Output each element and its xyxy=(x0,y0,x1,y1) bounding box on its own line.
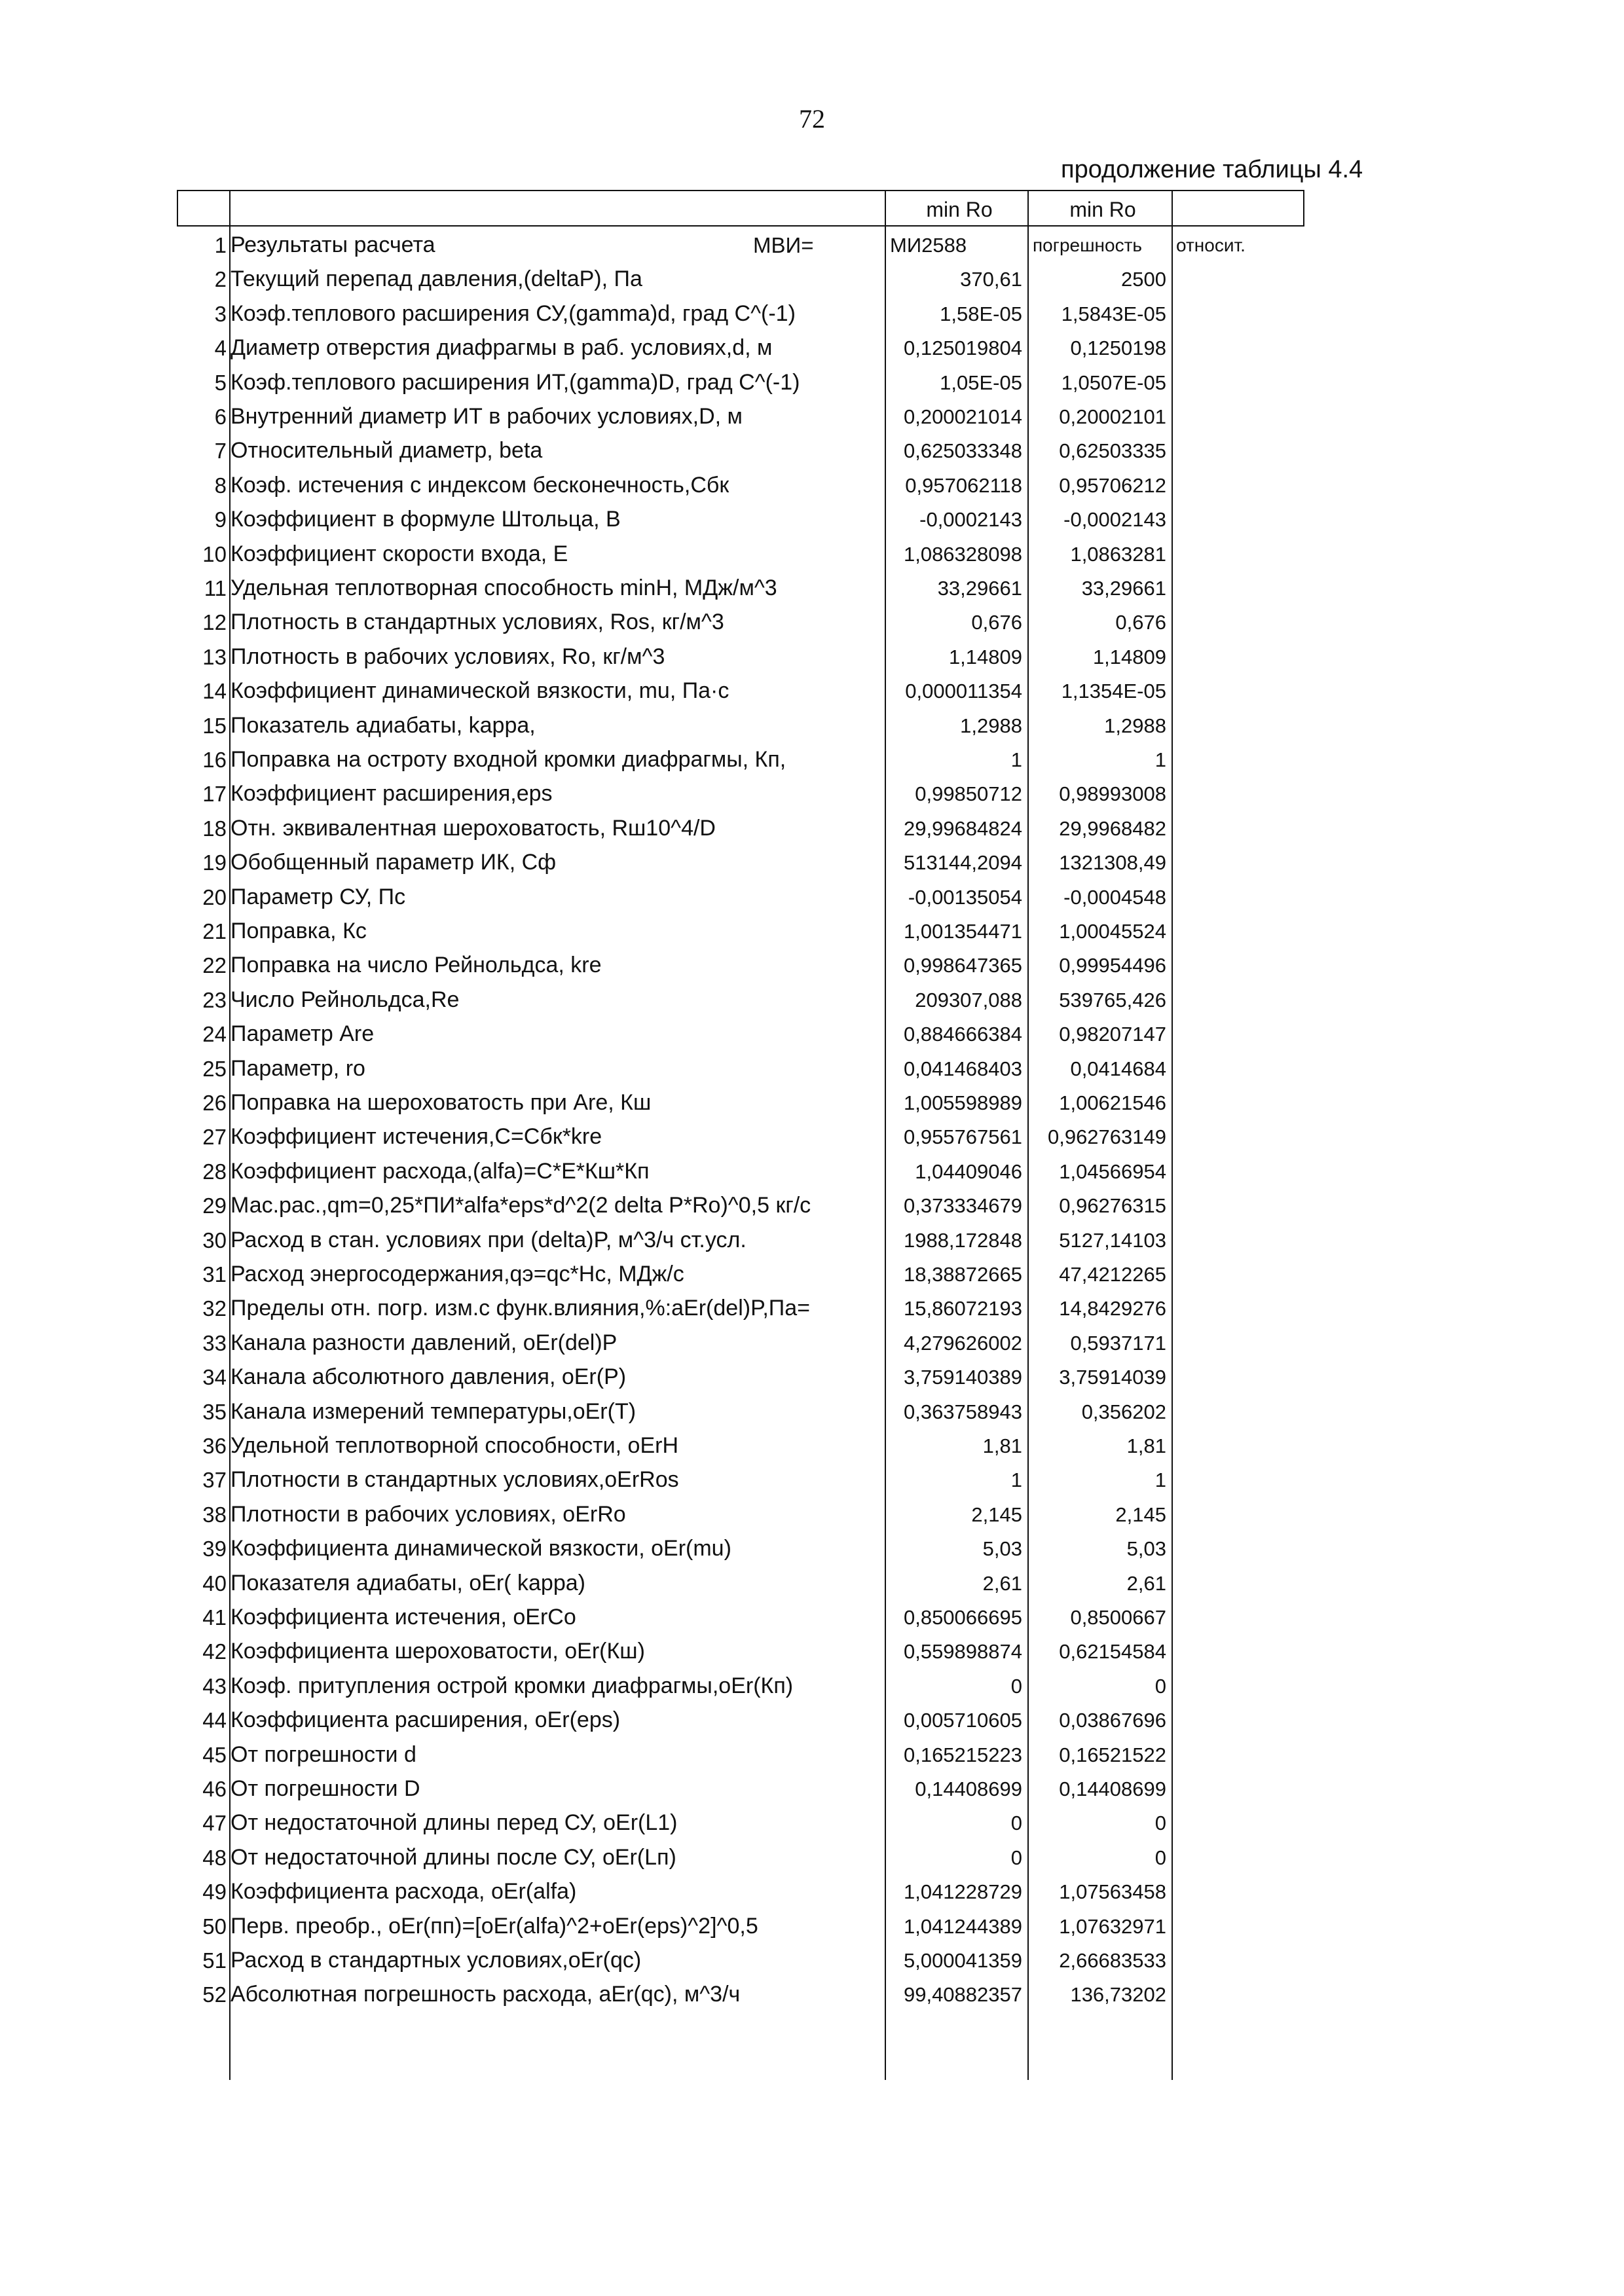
value-min-ro-2: 0,962763149 xyxy=(1047,1125,1166,1149)
value-min-ro-2: 29,9968482 xyxy=(1059,816,1166,840)
row-number: 18 xyxy=(202,816,227,841)
row-label: Пределы отн. погр. изм.с функ.влияния,%:aEr(del)P,Па= xyxy=(231,1296,811,1321)
value-min-ro-2: 5127,14103 xyxy=(1059,1228,1166,1252)
value-min-ro-1: 1,2988 xyxy=(960,714,1022,737)
row-number: 1 xyxy=(214,233,227,257)
value-min-ro-2: 0 xyxy=(1154,1812,1166,1835)
table-row xyxy=(177,948,1173,983)
row-number: 46 xyxy=(202,1777,227,1801)
table-row xyxy=(177,776,1173,811)
row-number: 43 xyxy=(202,1673,227,1698)
row-number: 3 xyxy=(214,301,227,326)
row-label: Коэф. притупления острой кромки диафрагмы,oEr(Кп) xyxy=(231,1673,794,1698)
row-number: 31 xyxy=(202,1262,227,1286)
row-label: Коэф.теплового расширения ИТ,(gamma)D, град С^(-1) xyxy=(231,369,800,395)
row-label: Диаметр отверстия диафрагмы в раб. условиях,d, м xyxy=(231,335,773,361)
row-number: 29 xyxy=(202,1194,227,1218)
row-label: Коэф.теплового расширения СУ,(gamma)d, град С^(-1) xyxy=(231,301,796,326)
table-row xyxy=(177,983,1173,1017)
row-label: Расход в стандартных условиях,oEr(qc) xyxy=(231,1948,642,1973)
row-label: Коэффициент расхода,(alfa)=С*Е*Кш*Кп xyxy=(231,1158,650,1184)
value-min-ro-2: 5,03 xyxy=(1126,1537,1166,1561)
table-row xyxy=(177,571,1173,606)
table-row xyxy=(177,262,1173,297)
row-number: 8 xyxy=(214,473,227,498)
row-label: От погрешности d xyxy=(231,1741,416,1767)
header-min-ro-1: min Ro xyxy=(926,198,993,221)
value-min-ro-1: 1,05E-05 xyxy=(940,371,1022,394)
table-row xyxy=(177,1394,1173,1429)
value-min-ro-1: 1,14809 xyxy=(948,645,1022,668)
row-number: 2 xyxy=(214,267,227,292)
row-number: 5 xyxy=(214,370,227,395)
value-min-ro-1: 5,03 xyxy=(982,1537,1022,1561)
value-min-ro-2: 0,0414684 xyxy=(1070,1057,1166,1080)
value-min-ro-2: 1321308,49 xyxy=(1059,851,1166,875)
value-min-ro-1: 209307,088 xyxy=(915,988,1022,1011)
table-row xyxy=(177,1806,1173,1840)
table-row xyxy=(177,1291,1173,1326)
table-row xyxy=(177,811,1173,846)
table-row xyxy=(177,1188,1173,1223)
row-number: 17 xyxy=(202,782,227,807)
row-label: Плотности в стандартных условиях,oErRos xyxy=(231,1467,679,1493)
row-label: Коэффициента расхода, oEr(alfa) xyxy=(231,1879,577,1904)
value-min-ro-2: 0,03867696 xyxy=(1059,1709,1166,1732)
row-label: Коэффициента расширения, oEr(eps) xyxy=(231,1707,621,1733)
table-row xyxy=(177,708,1173,743)
value-min-ro-2: 539765,426 xyxy=(1059,988,1166,1011)
value-min-ro-2: 0,98207147 xyxy=(1059,1023,1166,1046)
row-label: Канала разности давлений, oEr(del)P xyxy=(231,1330,618,1355)
value-min-ro-1: 1,81 xyxy=(982,1434,1022,1457)
row-label: Удельной теплотворной способности, oErH xyxy=(231,1433,679,1458)
row-number: 52 xyxy=(202,1982,227,2007)
value-min-ro-2: 1,00045524 xyxy=(1059,920,1166,943)
row-label: Параметр, ro xyxy=(231,1055,365,1081)
row-label: Коэффициент в формуле Штольца, В xyxy=(231,507,621,532)
value-min-ro-2: 1,2988 xyxy=(1104,714,1166,737)
row-label: Удельная теплотворная способность minH, МДж/м^3 xyxy=(231,575,777,600)
table-row xyxy=(177,1531,1173,1566)
table-row xyxy=(177,399,1173,434)
value-min-ro-1: 29,99684824 xyxy=(903,816,1022,840)
row-label: Параметр СУ, Пс xyxy=(231,884,406,909)
method-label: МВИ= xyxy=(753,233,814,257)
table-row xyxy=(177,331,1173,365)
row-number: 10 xyxy=(202,541,227,566)
row-number: 26 xyxy=(202,1091,227,1115)
table-row xyxy=(177,1943,1173,1978)
table-row xyxy=(177,1326,1173,1360)
table-row xyxy=(177,297,1173,331)
row-number: 49 xyxy=(202,1880,227,1904)
value-min-ro-1: 0,998647365 xyxy=(903,954,1022,977)
row-label: Коэффициента истечения, oErCo xyxy=(231,1605,576,1630)
row-number: 42 xyxy=(202,1639,227,1664)
table-continuation-caption: продолжение таблицы 4.4 xyxy=(1061,156,1363,183)
value-min-ro-2: 0,98993008 xyxy=(1059,782,1166,806)
row-label: От недостаточной длины перед СУ, oEr(L1) xyxy=(231,1810,678,1836)
table-row xyxy=(177,1120,1173,1154)
table-row xyxy=(177,365,1173,400)
value-min-ro-1: 0,850066695 xyxy=(903,1606,1022,1629)
value-min-ro-1: 0,955767561 xyxy=(903,1125,1022,1149)
value-min-ro-1: 0,884666384 xyxy=(903,1023,1022,1046)
value-min-ro-2: 1,04566954 xyxy=(1059,1159,1166,1183)
value-min-ro-2: 0,8500667 xyxy=(1070,1606,1166,1629)
value-min-ro-2: 136,73202 xyxy=(1070,1983,1166,2007)
value-min-ro-1: 1,086328098 xyxy=(903,542,1022,566)
row-number: 28 xyxy=(202,1159,227,1184)
value-min-ro-1: 99,40882357 xyxy=(903,1983,1022,2007)
value-min-ro-2: 1,07632971 xyxy=(1059,1914,1166,1938)
value-min-ro-2: 1 xyxy=(1154,748,1166,771)
value-min-ro-1: 2,145 xyxy=(971,1503,1022,1526)
value-min-ro-2: 33,29661 xyxy=(1081,577,1166,600)
value-min-ro-1: -0,0002143 xyxy=(919,508,1022,532)
table-row xyxy=(177,1840,1173,1875)
value-min-ro-1: 4,279626002 xyxy=(903,1331,1022,1355)
value-min-ro-1: 1,58E-05 xyxy=(940,302,1022,325)
row-label: Параметр Are xyxy=(231,1021,375,1047)
row-label: Перв. преобр., oEr(пп)=[oEr(alfa)^2+oEr(eps)^2]^0,5 xyxy=(231,1913,758,1939)
value-min-ro-1: 0,373334679 xyxy=(903,1194,1022,1218)
row-label: Коэффициент расширения,eps xyxy=(231,781,553,807)
value-min-ro-2: 0,96276315 xyxy=(1059,1194,1166,1218)
row-label: Абсолютная погрешность расхода, aEr(qc), м^3/ч xyxy=(231,1982,741,2007)
value-min-ro-2: 1,00621546 xyxy=(1059,1091,1166,1114)
row-label: Обобщенный параметр ИК, Сф xyxy=(231,850,557,875)
header-min-ro-2: min Ro xyxy=(1069,198,1136,221)
value-min-ro-2: погрешность xyxy=(1033,235,1143,255)
row-number: 19 xyxy=(202,850,227,875)
row-label: От погрешности D xyxy=(231,1776,420,1801)
value-min-ro-1: 0,000011354 xyxy=(905,680,1022,703)
row-number: 34 xyxy=(202,1365,227,1390)
value-min-ro-1: 513144,2094 xyxy=(903,851,1022,875)
value-min-ro-2: 1,0507E-05 xyxy=(1061,371,1166,394)
value-min-ro-1: 1,001354471 xyxy=(903,920,1022,943)
row-label: Коэффициента динамической вязкости, oEr(mu) xyxy=(231,1536,731,1561)
table-row xyxy=(177,1223,1173,1258)
value-min-ro-2: 1,5843E-05 xyxy=(1061,302,1166,325)
table-row xyxy=(177,845,1173,880)
table-row xyxy=(177,433,1173,468)
value-min-ro-2: 0,16521522 xyxy=(1059,1743,1166,1766)
table-row xyxy=(177,1497,1173,1532)
table-header-row xyxy=(177,190,1304,227)
value-min-ro-2: 0 xyxy=(1154,1674,1166,1698)
value-min-ro-1: 33,29661 xyxy=(937,577,1022,600)
value-min-ro-2: 3,75914039 xyxy=(1059,1366,1166,1389)
value-min-ro-1: -0,00135054 xyxy=(908,885,1022,909)
table-row xyxy=(177,1977,1173,2012)
row-number: 6 xyxy=(214,405,227,429)
value-min-ro-2: 0,356202 xyxy=(1081,1400,1166,1423)
value-min-ro-1: 18,38872665 xyxy=(903,1263,1022,1286)
row-label: Плотность в стандартных условиях, Ros, кг/м^3 xyxy=(231,610,724,635)
row-label: Коэффициент динамической вязкости, mu, Па·с xyxy=(231,678,729,704)
value-min-ro-2: 2,61 xyxy=(1126,1571,1166,1595)
table-row xyxy=(177,640,1173,674)
row-number: 45 xyxy=(202,1742,227,1767)
value-min-ro-2: 0,99954496 xyxy=(1059,954,1166,977)
row-label: Плотности в рабочих условиях, oErRo xyxy=(231,1501,626,1527)
value-min-ro-2: -0,0002143 xyxy=(1063,508,1166,532)
row-number: 36 xyxy=(202,1434,227,1458)
page-number: 72 xyxy=(799,104,825,134)
row-label: Относительный диаметр, beta xyxy=(231,438,543,464)
table-row xyxy=(177,605,1173,640)
row-label: Плотность в рабочих условиях, Ro, кг/м^3 xyxy=(231,644,665,669)
row-label: Текущий перепад давления,(deltaP), Па xyxy=(231,266,642,292)
table-row xyxy=(177,1429,1173,1463)
table-row xyxy=(177,1909,1173,1944)
value-min-ro-1: 1,04409046 xyxy=(915,1159,1022,1183)
table-row xyxy=(177,1463,1173,1497)
value-min-ro-1: 0 xyxy=(1010,1812,1022,1835)
row-number: 24 xyxy=(202,1022,227,1047)
table-row xyxy=(177,1051,1173,1086)
row-label: Коэффициента шероховатости, oEr(Кш) xyxy=(231,1639,645,1664)
value-min-ro-2: 0,20002101 xyxy=(1059,405,1166,428)
value-min-ro-2: 0 xyxy=(1154,1846,1166,1869)
value-min-ro-1: 0,165215223 xyxy=(903,1743,1022,1766)
results-table xyxy=(177,190,1304,2080)
row-number: 32 xyxy=(202,1296,227,1321)
table-row xyxy=(177,914,1173,949)
value-min-ro-2: 2,66683533 xyxy=(1059,1949,1166,1972)
row-number: 44 xyxy=(202,1708,227,1733)
value-min-ro-2: 47,4212265 xyxy=(1059,1263,1166,1286)
value-min-ro-2: 1,81 xyxy=(1126,1434,1166,1457)
row-number: 27 xyxy=(202,1125,227,1150)
row-label: Внутренний диаметр ИТ в рабочих условиях,D, м xyxy=(231,404,743,429)
value-min-ro-2: 1,1354E-05 xyxy=(1061,680,1166,703)
row-number: 47 xyxy=(202,1811,227,1836)
value-min-ro-1: 1,041244389 xyxy=(903,1914,1022,1938)
row-number: 41 xyxy=(202,1605,227,1630)
value-min-ro-2: 1,07563458 xyxy=(1059,1880,1166,1904)
table-row xyxy=(177,1017,1173,1051)
row-number: 4 xyxy=(214,336,227,361)
value-min-ro-2: 0,95706212 xyxy=(1059,473,1166,497)
value-min-ro-1: 1 xyxy=(1010,1468,1022,1492)
row-number: 16 xyxy=(202,748,227,772)
table-row xyxy=(177,1669,1173,1704)
row-label: От недостаточной длины после СУ, oEr(Lп) xyxy=(231,1844,676,1870)
value-min-ro-2: 2500 xyxy=(1121,268,1166,291)
value-min-ro-2: 0,676 xyxy=(1115,611,1166,634)
value-min-ro-1: 0,676 xyxy=(971,611,1022,634)
value-min-ro-1: 1,005598989 xyxy=(903,1091,1022,1114)
row-label: Показатель адиабаты, kappa, xyxy=(231,712,536,738)
table-row xyxy=(177,502,1173,537)
row-label: Показателя адиабаты, oEr( kappa) xyxy=(231,1570,585,1595)
row-label: Поправка на шероховатость при Are, Кш xyxy=(231,1090,652,1115)
value-min-ro-1: 0,125019804 xyxy=(903,337,1022,360)
value-min-ro-1: 0,625033348 xyxy=(903,439,1022,463)
value-min-ro-1: 2,61 xyxy=(982,1571,1022,1595)
row-number: 51 xyxy=(202,1948,227,1973)
row-label: Отн. эквивалентная шероховатость, Rш10^4/D xyxy=(231,815,716,841)
value-min-ro-1: 1 xyxy=(1010,748,1022,771)
value-min-ro-2: 1,0863281 xyxy=(1070,542,1166,566)
table-row xyxy=(177,468,1173,503)
table-row xyxy=(177,1634,1173,1669)
value-min-ro-1: 0,559898874 xyxy=(903,1640,1022,1664)
value-min-ro-1: 0,363758943 xyxy=(903,1400,1022,1423)
row-number: 15 xyxy=(202,713,227,738)
row-number: 40 xyxy=(202,1571,227,1595)
row-label: Результаты расчета xyxy=(231,232,435,257)
value-min-ro-2: -0,0004548 xyxy=(1063,885,1166,909)
row-number: 20 xyxy=(202,884,227,909)
row-number: 33 xyxy=(202,1330,227,1355)
value-min-ro-1: 15,86072193 xyxy=(903,1297,1022,1321)
value-min-ro-2: 2,145 xyxy=(1115,1503,1166,1526)
table-row xyxy=(177,1703,1173,1738)
table-row xyxy=(177,880,1173,915)
table-row xyxy=(177,674,1173,708)
table-row xyxy=(177,1874,1173,1909)
value-min-ro-1: 0,957062118 xyxy=(905,473,1022,497)
row-number: 23 xyxy=(202,987,227,1012)
value-min-ro-1: 0,14408699 xyxy=(915,1777,1022,1800)
row-number: 14 xyxy=(202,679,227,704)
value-min-ro-2: 14,8429276 xyxy=(1059,1297,1166,1321)
row-label: Число Рейнольдса,Re xyxy=(231,987,460,1012)
value-min-ro-2: 0,62503335 xyxy=(1059,439,1166,463)
table-row xyxy=(177,1566,1173,1601)
value-min-ro-2: 0,5937171 xyxy=(1070,1331,1166,1355)
table-row xyxy=(177,742,1173,777)
row-number: 21 xyxy=(202,919,227,943)
row-number: 35 xyxy=(202,1399,227,1424)
row-label: Поправка на остроту входной кромки диафрагмы, Кп, xyxy=(231,747,786,772)
row-number: 12 xyxy=(202,610,227,635)
row-label: Мас.рас.,qm=0,25*ПИ*alfa*eps*d^2(2 delta P*Ro)^0,5 кг/с xyxy=(231,1193,811,1218)
value-min-ro-2: 0,62154584 xyxy=(1059,1640,1166,1664)
table-row xyxy=(177,537,1173,572)
row-label: Расход в стан. условиях при (delta)P, м^3/ч ст.усл. xyxy=(231,1227,747,1252)
value-min-ro-1: 3,759140389 xyxy=(903,1366,1022,1389)
row-label: Коэф. истечения с индексом бесконечность,Сбк xyxy=(231,472,729,498)
value-min-ro-2: 0,1250198 xyxy=(1070,337,1166,360)
value-relative: относит. xyxy=(1176,235,1246,255)
row-label: Поправка на число Рейнольдса, kre xyxy=(231,953,602,978)
value-min-ro-2: 1,14809 xyxy=(1092,645,1166,668)
value-min-ro-2: 1 xyxy=(1154,1468,1166,1492)
row-number: 13 xyxy=(202,644,227,669)
row-label: Поправка, Кс xyxy=(231,919,367,943)
table-row xyxy=(177,1085,1173,1120)
table-row xyxy=(177,1600,1173,1635)
value-min-ro-1: 1,041228729 xyxy=(903,1880,1022,1904)
row-number: 9 xyxy=(214,507,227,532)
value-min-ro-1: 0 xyxy=(1010,1846,1022,1869)
value-min-ro-1: 0,99850712 xyxy=(915,782,1022,806)
row-label: Расход энергосодержания,qэ=qc*Нс, МДж/с xyxy=(231,1262,684,1286)
row-number: 30 xyxy=(202,1228,227,1252)
value-min-ro-1: 370,61 xyxy=(960,268,1022,291)
table-row xyxy=(177,1738,1173,1772)
table-row xyxy=(177,1257,1173,1292)
value-min-ro-1: 0,041468403 xyxy=(903,1057,1022,1080)
row-label: Коэффициент скорости входа, Е xyxy=(231,541,568,566)
value-min-ro-1: 0,005710605 xyxy=(903,1709,1022,1732)
row-number: 39 xyxy=(202,1537,227,1561)
value-min-ro-1: 0,200021014 xyxy=(903,405,1022,428)
row-label: Коэффициент истечения,С=Сбк*kre xyxy=(231,1124,602,1150)
value-min-ro-1: 1988,172848 xyxy=(903,1228,1022,1252)
value-min-ro-2: 0,14408699 xyxy=(1059,1777,1166,1800)
row-number: 11 xyxy=(204,576,227,600)
row-number: 50 xyxy=(202,1914,227,1939)
row-number: 48 xyxy=(202,1845,227,1870)
value-min-ro-1: 5,000041359 xyxy=(903,1949,1022,1972)
value-min-ro-1: 0 xyxy=(1010,1674,1022,1698)
table-row xyxy=(177,1772,1173,1806)
row-number: 22 xyxy=(202,953,227,978)
row-label: Канала измерений температуры,oEr(T) xyxy=(231,1398,637,1424)
row-number: 37 xyxy=(202,1468,227,1493)
row-number: 7 xyxy=(214,439,227,464)
table-row xyxy=(177,1360,1173,1394)
row-number: 38 xyxy=(202,1502,227,1527)
row-number: 25 xyxy=(202,1056,227,1081)
table-row xyxy=(177,1154,1173,1189)
row-label: Канала абсолютного давления, oEr(P) xyxy=(231,1364,627,1390)
table-row xyxy=(177,228,1246,263)
value-min-ro-1: МИ2588 xyxy=(890,234,967,257)
